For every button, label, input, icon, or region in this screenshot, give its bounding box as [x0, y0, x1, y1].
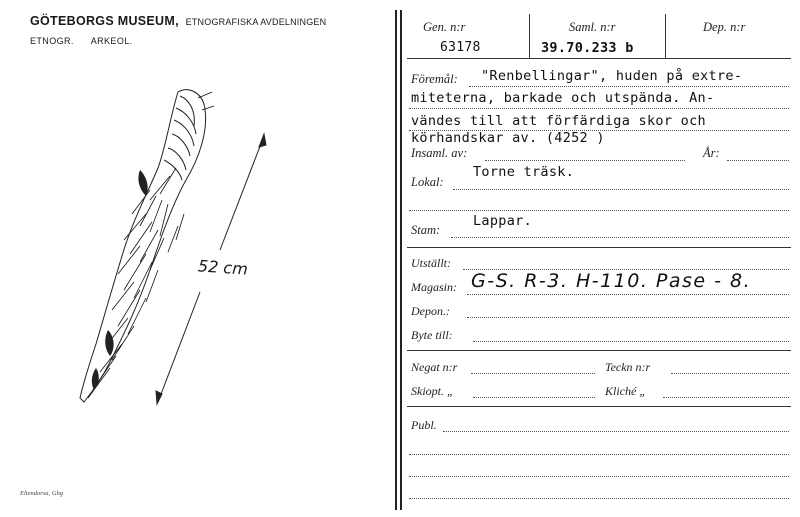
- magasin-label: Magasin:: [411, 280, 457, 294]
- lokal-value: Torne träsk.: [473, 164, 575, 180]
- description-line-2: miteterna, barkade och utspända. An-: [411, 90, 715, 106]
- description-line-1: "Renbellingar", huden på extre-: [481, 68, 743, 84]
- teckn-label: Teckn n:r: [605, 360, 651, 374]
- pelt-dark-patch: [92, 170, 148, 390]
- insaml-label: Insaml. av:: [411, 146, 468, 160]
- line-dots: [451, 237, 789, 238]
- line-dots: [671, 373, 789, 374]
- line-dots: [473, 341, 789, 342]
- ar-label: År:: [703, 146, 720, 160]
- pelt-drawing: [80, 90, 206, 402]
- section-rule: [407, 247, 791, 248]
- line-dots: [727, 160, 789, 161]
- section-arkeol: ARKEOL.: [90, 36, 133, 46]
- line-dots: [663, 397, 789, 398]
- utstallt-label: Utställt:: [411, 256, 452, 270]
- box-divider-2: [665, 14, 666, 58]
- section-rule: [407, 406, 791, 407]
- dimension-label: 52 cm: [197, 256, 249, 279]
- description-line-4: körhandskar av. (4252 ): [411, 130, 605, 146]
- line-dots: [409, 210, 789, 211]
- stam-value: Lappar.: [473, 213, 532, 229]
- saml-nr-label: Saml. n:r: [569, 20, 616, 34]
- line-dots: [467, 317, 789, 318]
- catalogue-card: [401, 0, 791, 517]
- line-dots: [409, 108, 789, 109]
- negat-label: Negat n:r: [411, 360, 458, 374]
- line-dots: [471, 373, 595, 374]
- publ-label: Publ.: [411, 418, 437, 432]
- line-dots: [409, 476, 789, 477]
- fur-strokes: [88, 92, 214, 398]
- lokal-label: Lokal:: [411, 175, 444, 189]
- card-divider-outer: [395, 10, 397, 510]
- line-dots: [467, 294, 789, 295]
- printer-note: Eltendorsa, Gbg: [20, 490, 63, 497]
- gen-nr-label: Gen. n:r: [423, 20, 466, 34]
- box-bottom-rule: [407, 58, 791, 59]
- dep-nr-label: Dep. n:r: [703, 20, 746, 34]
- depon-label: Depon.:: [411, 304, 450, 318]
- box-divider-1: [529, 14, 530, 58]
- line-dots: [469, 86, 789, 87]
- department-name: ETNOGRAFISKA AVDELNINGEN: [185, 17, 327, 27]
- skiopt-label: Skiopt. „: [411, 384, 454, 398]
- left-panel: [0, 0, 395, 517]
- gen-nr-value: 63178: [440, 40, 481, 55]
- line-dots: [409, 498, 789, 499]
- saml-nr-value: 39.70.233 b: [541, 40, 634, 56]
- line-dots: [443, 431, 789, 432]
- byte-label: Byte till:: [411, 328, 453, 342]
- description-line-3: vändes till att förfärdiga skor och: [411, 113, 706, 129]
- line-dots: [485, 160, 685, 161]
- section-rule: [407, 350, 791, 351]
- museum-name: GÖTEBORGS MUSEUM,: [30, 14, 179, 28]
- section-etnogr: ETNOGR.: [30, 36, 74, 46]
- line-dots: [473, 397, 595, 398]
- magasin-value: G-S. R-3. H-110. Pase - 8.: [471, 270, 752, 292]
- kliche-label: Kliché „: [605, 384, 646, 398]
- line-dots: [453, 189, 789, 190]
- foremal-label: Föremål:: [411, 72, 458, 86]
- line-dots: [409, 454, 789, 455]
- stam-label: Stam:: [411, 223, 441, 237]
